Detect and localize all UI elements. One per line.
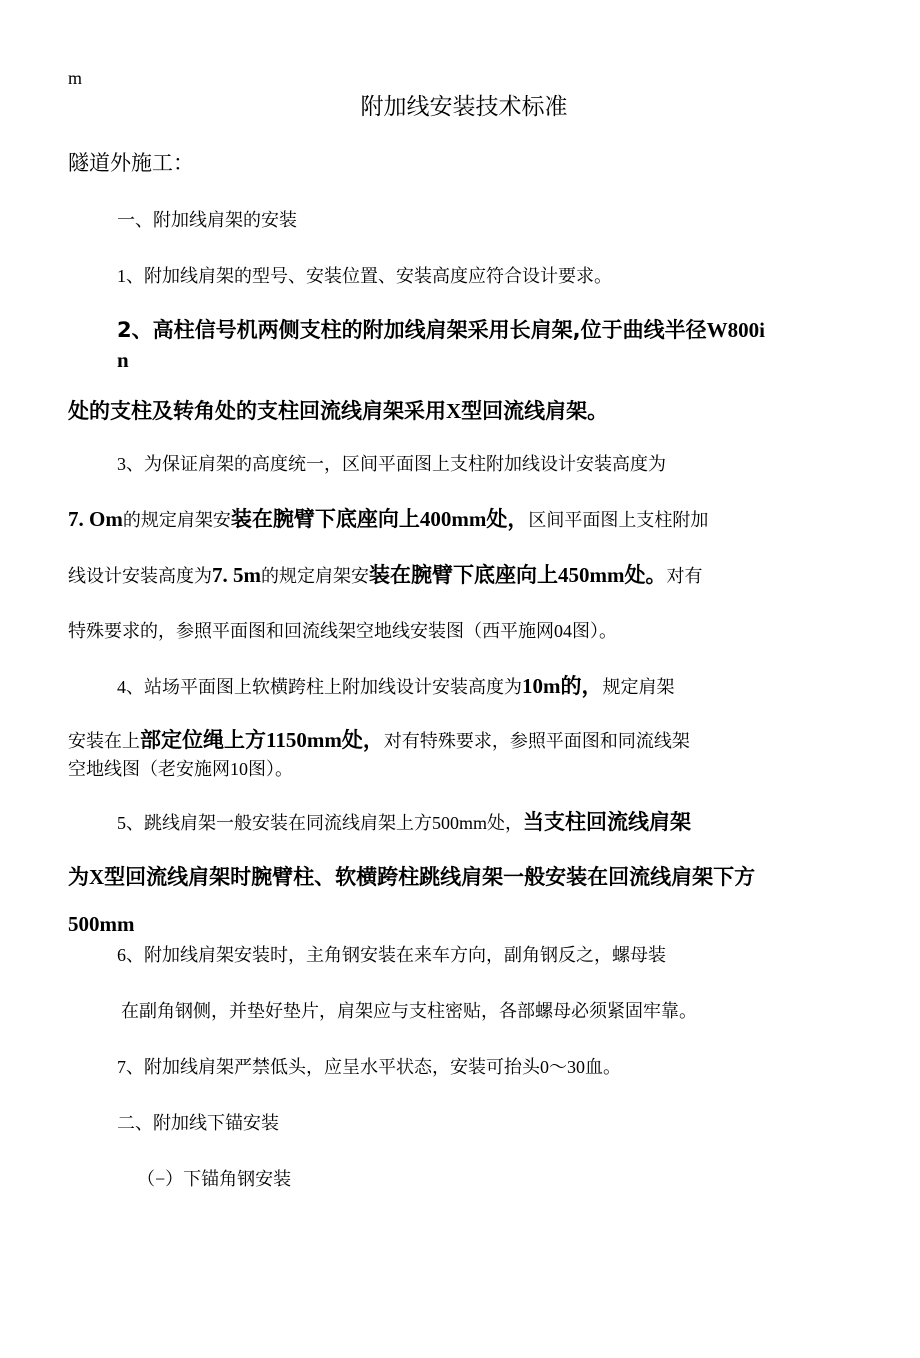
item-2-cont bbox=[117, 346, 129, 374]
item-3 bbox=[117, 450, 666, 478]
text-run: 型回流线肩架。 bbox=[461, 399, 609, 423]
text-run: 4、站场平面图上软横跨柱上附加线设计安装高度为 bbox=[117, 677, 522, 697]
item-5-cont bbox=[68, 863, 755, 891]
subsection-2-1 bbox=[137, 1165, 291, 1193]
text-run: X bbox=[89, 865, 105, 889]
text-run: 6、附加线肩架安装时，主角钢安装在来车方向，副角钢反之，螺母装 bbox=[117, 945, 666, 965]
text-run: 特殊要求的，参照平面图和回流线架空地线安装图（西平施网04图）。 bbox=[68, 621, 617, 641]
item-7 bbox=[117, 1053, 621, 1081]
text-run: 400mm bbox=[419, 507, 487, 531]
text-run: 装在腕臂下底座向上 bbox=[369, 563, 558, 587]
text-run: 线设计安装高度为 bbox=[68, 566, 212, 586]
item-4 bbox=[117, 672, 675, 700]
text-run: 部定位绳上方 bbox=[140, 728, 266, 752]
text-run: 1、附加线肩架的型号、安装位置、安装高度应符合设计要求。 bbox=[117, 266, 612, 286]
item-5-cont bbox=[68, 910, 135, 938]
text-run: 7. Om bbox=[68, 507, 123, 531]
item-1 bbox=[117, 262, 612, 290]
text-run: 在副角钢侧，并垫好垫片，肩架应与支柱密贴，各部螺母必须紧固牢靠。 bbox=[121, 1001, 697, 1021]
text-run: 7、附加线肩架严禁低头，应呈水平状态，安装可抬头0～30血。 bbox=[117, 1057, 621, 1077]
text-run: 对有特殊要求，参照平面图和同流线架 bbox=[383, 731, 690, 751]
item-2-cont bbox=[68, 397, 608, 425]
text-run: 安装在上 bbox=[68, 731, 140, 751]
text-run: 1150mm bbox=[266, 728, 342, 752]
text-run: 当支柱回流线肩架 bbox=[523, 810, 691, 834]
text-run: n bbox=[117, 348, 129, 372]
text-run: 的规定肩架安 bbox=[261, 566, 369, 586]
item-3-cont bbox=[68, 617, 617, 645]
item-6-cont bbox=[121, 997, 697, 1025]
text-run: 的规定肩架安 bbox=[122, 510, 231, 530]
text-run: （−）下锚角钢安装 bbox=[137, 1169, 292, 1189]
text-run: 一、附加线肩架的安装 bbox=[117, 210, 297, 230]
text-run: 5、跳线肩架一般安装在同流线肩架上方500mm处， bbox=[117, 813, 523, 833]
text-run: 隧道外施工： bbox=[68, 151, 194, 175]
item-6 bbox=[117, 941, 666, 969]
text-run: X bbox=[446, 399, 462, 423]
item-4-cont bbox=[68, 755, 293, 783]
text-run: 型回流线肩架时腕臂柱、软横跨柱跳线肩架一般安装在回流线肩架下方 bbox=[104, 865, 756, 889]
text-run: 区间平面图上支柱附加 bbox=[528, 510, 709, 530]
text-run: 450mm bbox=[558, 563, 625, 587]
text-run: 3、为保证肩架的高度统一，区间平面图上支柱附加线设计安装高度为 bbox=[117, 454, 666, 474]
item-3-cont bbox=[68, 561, 703, 589]
item-4-cont bbox=[68, 726, 690, 754]
header-mark: m bbox=[68, 68, 83, 88]
item-5 bbox=[117, 808, 691, 836]
text-run: 二、附加线下锚安装 bbox=[117, 1113, 279, 1133]
section-heading bbox=[68, 149, 194, 177]
text-run: 7. 5m bbox=[212, 563, 261, 587]
item-3-cont bbox=[68, 505, 708, 533]
text-run: 10m bbox=[522, 674, 561, 698]
text-run: 为 bbox=[68, 865, 89, 889]
text-run: 处， bbox=[486, 507, 529, 531]
text-run: 处的支柱及转角处的支柱回流线肩架采用 bbox=[68, 399, 446, 423]
subsection-1 bbox=[117, 206, 297, 234]
text-run: 500mm bbox=[68, 912, 135, 936]
text-run: 处， bbox=[341, 728, 384, 752]
text-run: 对有 bbox=[666, 566, 703, 586]
text-run: W800i bbox=[706, 318, 765, 342]
text-run: 处。 bbox=[624, 563, 667, 587]
text-run: 规定肩架 bbox=[602, 677, 675, 697]
page-title: 附加线安装技术标准 bbox=[360, 94, 568, 120]
text-run: 装在腕臂下底座向上 bbox=[230, 507, 420, 531]
text-run: 的， bbox=[560, 674, 603, 698]
text-run: 空地线图（老安施网10图）。 bbox=[68, 759, 293, 779]
subsection-2 bbox=[117, 1109, 279, 1137]
item-2 bbox=[117, 316, 765, 344]
text-run: 2、高柱信号机两侧支柱的附加线肩架采用长肩架,位于曲线半径 bbox=[117, 318, 707, 342]
